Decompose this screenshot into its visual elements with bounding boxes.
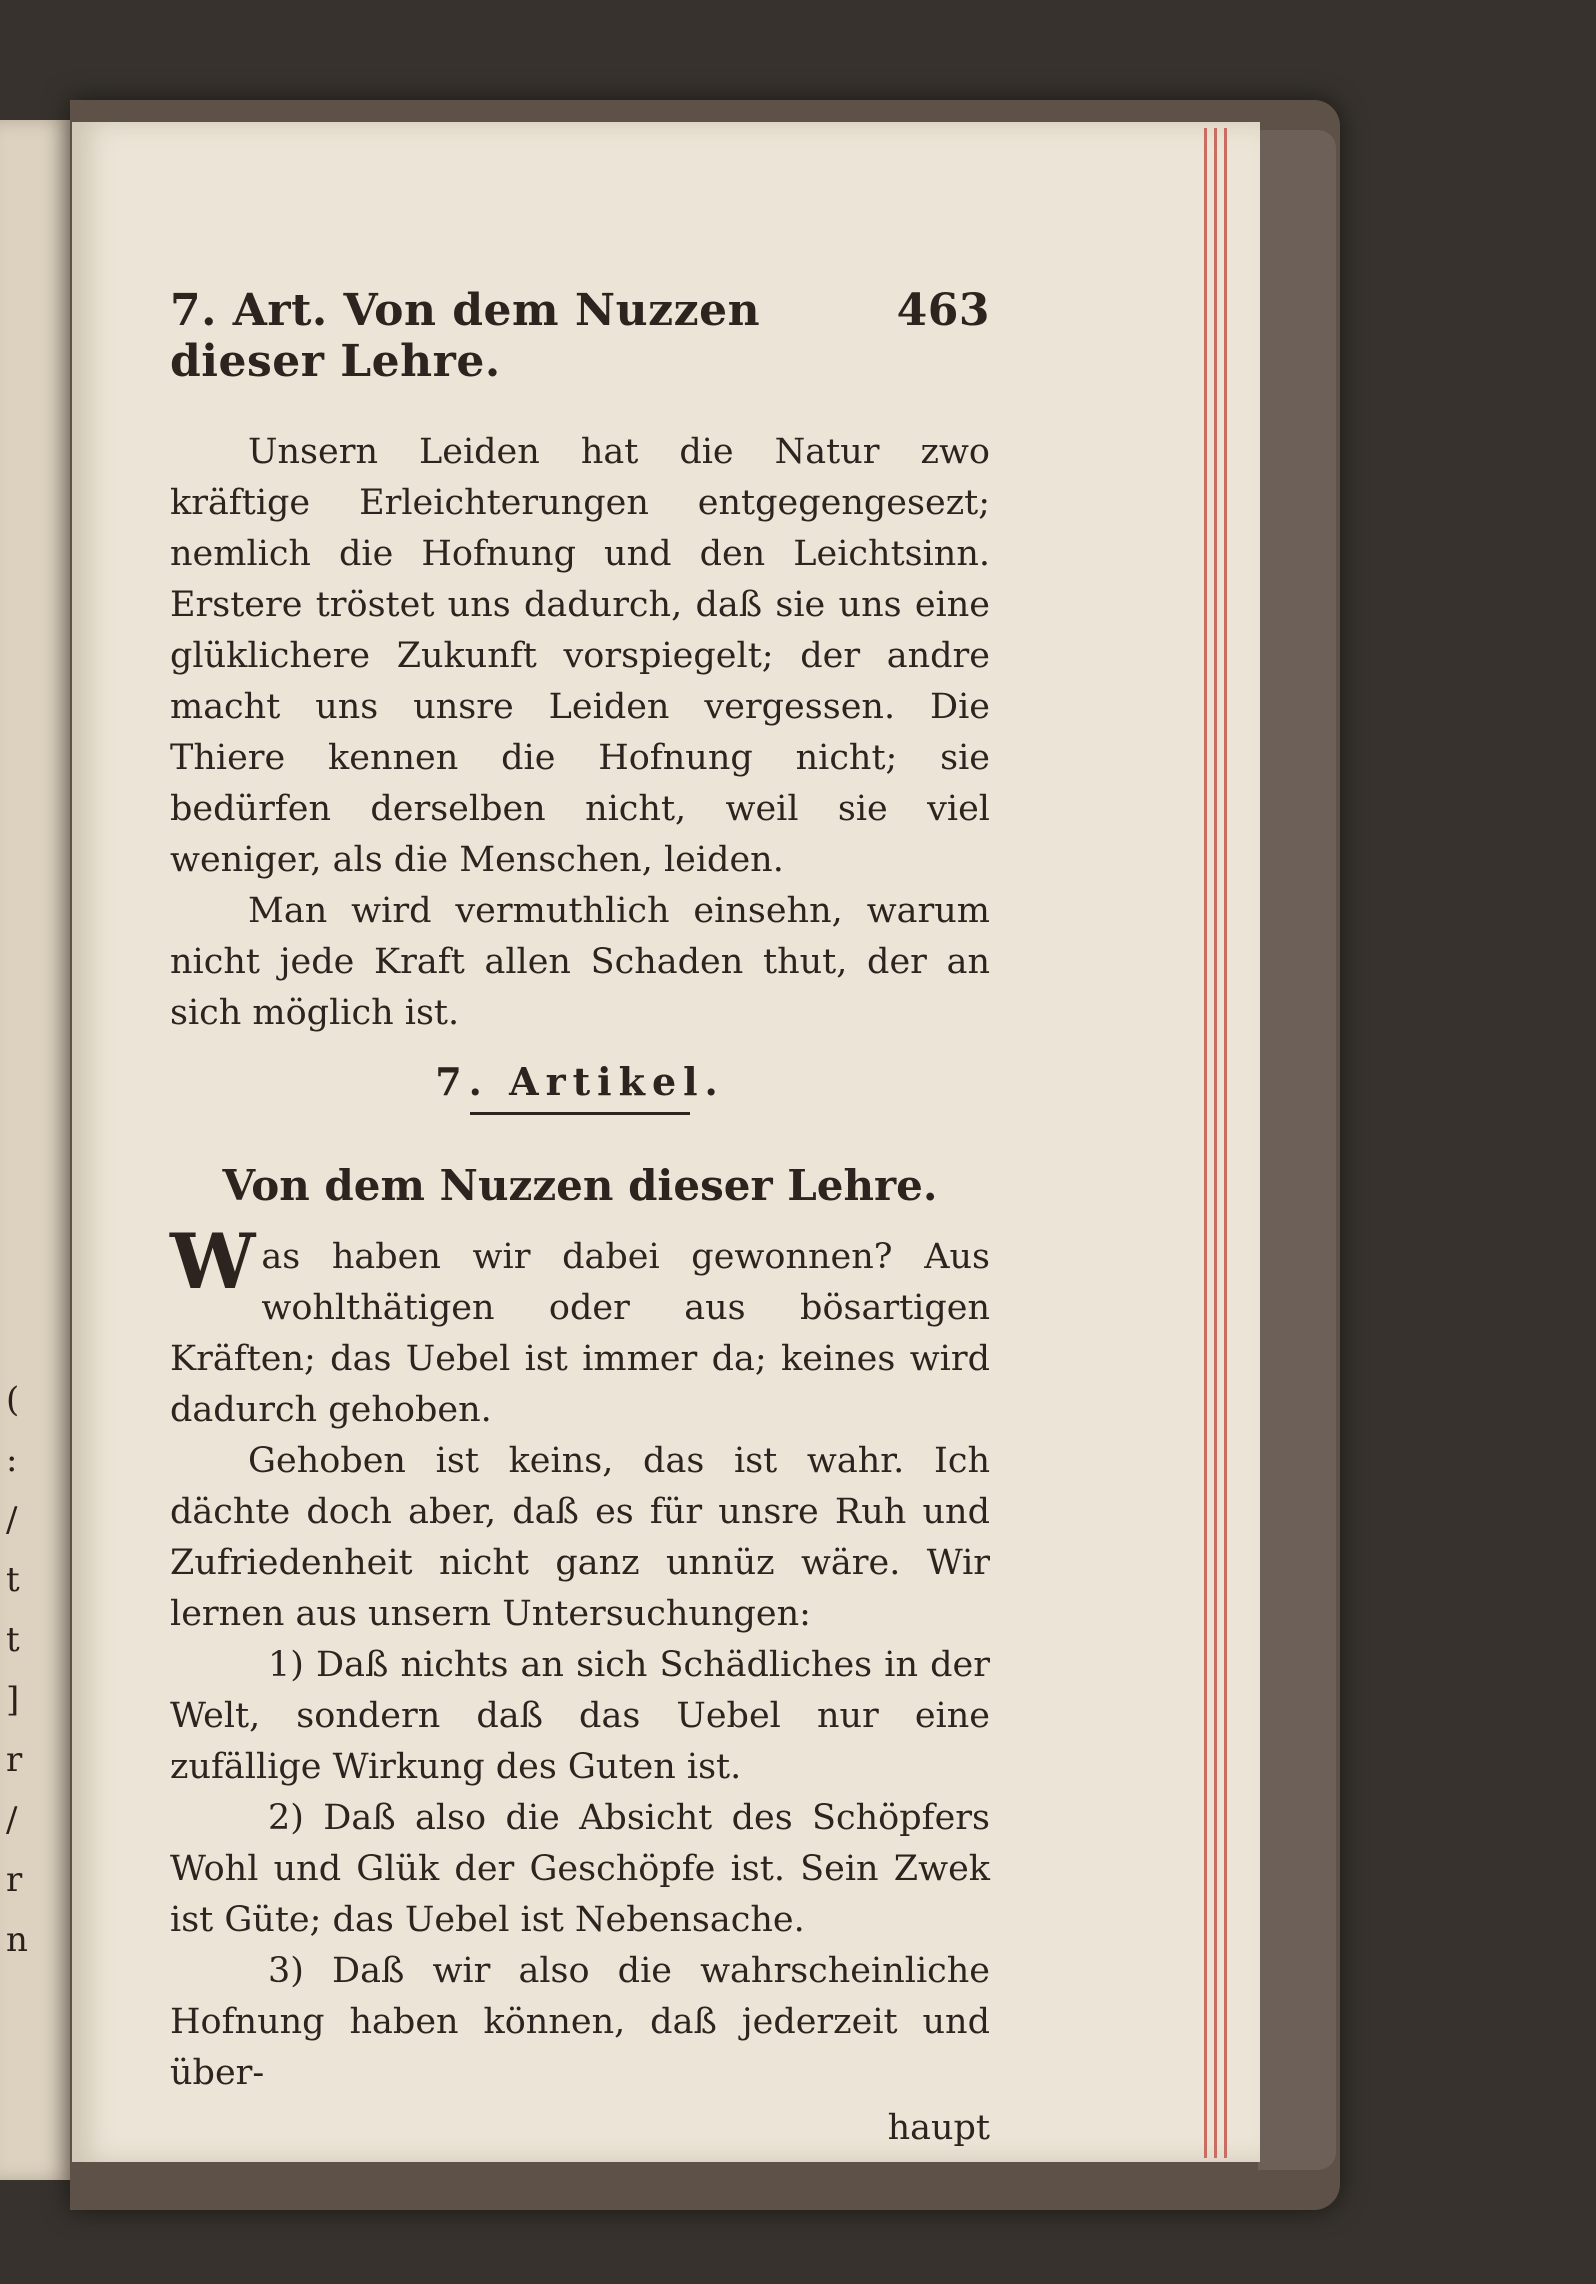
catchword: haupt [887,2108,990,2148]
left-mark: ] [6,1680,20,1720]
section-label: 7. Artikel. [435,1059,725,1104]
page-edge-line [1224,128,1227,2158]
section-divider [470,1112,690,1115]
page-edge-line [1214,128,1217,2158]
list-item: 2) Daß also die Absicht des Schöpfers Wohl und Glük der Geschöpfe ist. Sein Zwek ist Güte; das Uebel ist Nebensache. [170,1798,990,1940]
left-mark: t [6,1620,20,1660]
left-mark: r [6,1740,23,1780]
page-number: 463 [896,285,990,336]
list-item: 1) Daß nichts an sich Schädliches in der Welt, sondern daß das Uebel nur eine zufällige Wirkung des Guten ist. [170,1645,990,1787]
list-item: 3) Daß wir also die wahrscheinliche Hofnung haben können, daß jederzeit und über- [170,1951,990,2093]
running-head-title: 7. Art. Von dem Nuzzen dieser Lehre. [170,285,761,387]
left-page-edge [0,120,77,2180]
left-mark: n [6,1920,28,1960]
paragraph: Man wird vermuthlich einsehn, warum nicht jede Kraft allen Schaden thut, der an sich möglich ist. [170,891,990,1033]
paragraph: Gehoben ist keins, das ist wahr. Ich dächte doch aber, daß es für unsre Ruh und Zufriedenheit nicht ganz unnüz wäre. Wir lernen aus unsern Untersuchungen: [170,1441,990,1634]
running-head [170,285,990,387]
book-cover-edge [1258,130,1336,2170]
paragraph: Unsern Leiden hat die Natur zwo kräftige Erleichterungen entgegengesezt; nemlich die Hofnung und den Leichtsinn. Erstere tröstet uns dadurch, daß sie uns eine glüklichere Zukunft vorspiegelt; der andre macht uns unsre Leiden vergessen. Die Thiere kennen die Hofnung nicht; sie bedürfen derselben nicht, weil sie viel weniger, als die Menschen, leiden. [170,432,990,880]
left-mark: t [6,1560,20,1600]
left-mark: ( [6,1380,20,1420]
drop-cap: W [170,1217,256,1306]
page-text [170,285,990,2154]
left-mark: r [6,1860,23,1900]
left-mark: : [6,1440,18,1480]
paragraph-with-dropcap [170,1217,990,1436]
paragraph-dropcap-text: as haben wir dabei gewonnen? Aus wohlthätigen oder aus bösartigen Kräften; das Uebel ist immer da; keines wird dadurch gehoben. [170,1237,990,1430]
page-edge-line [1204,128,1207,2158]
left-page-text-fragments [6,1370,26,1970]
left-mark: / [6,1500,18,1540]
left-mark: / [6,1800,18,1840]
section-title: Von dem Nuzzen dieser Lehre. [222,1161,938,1210]
